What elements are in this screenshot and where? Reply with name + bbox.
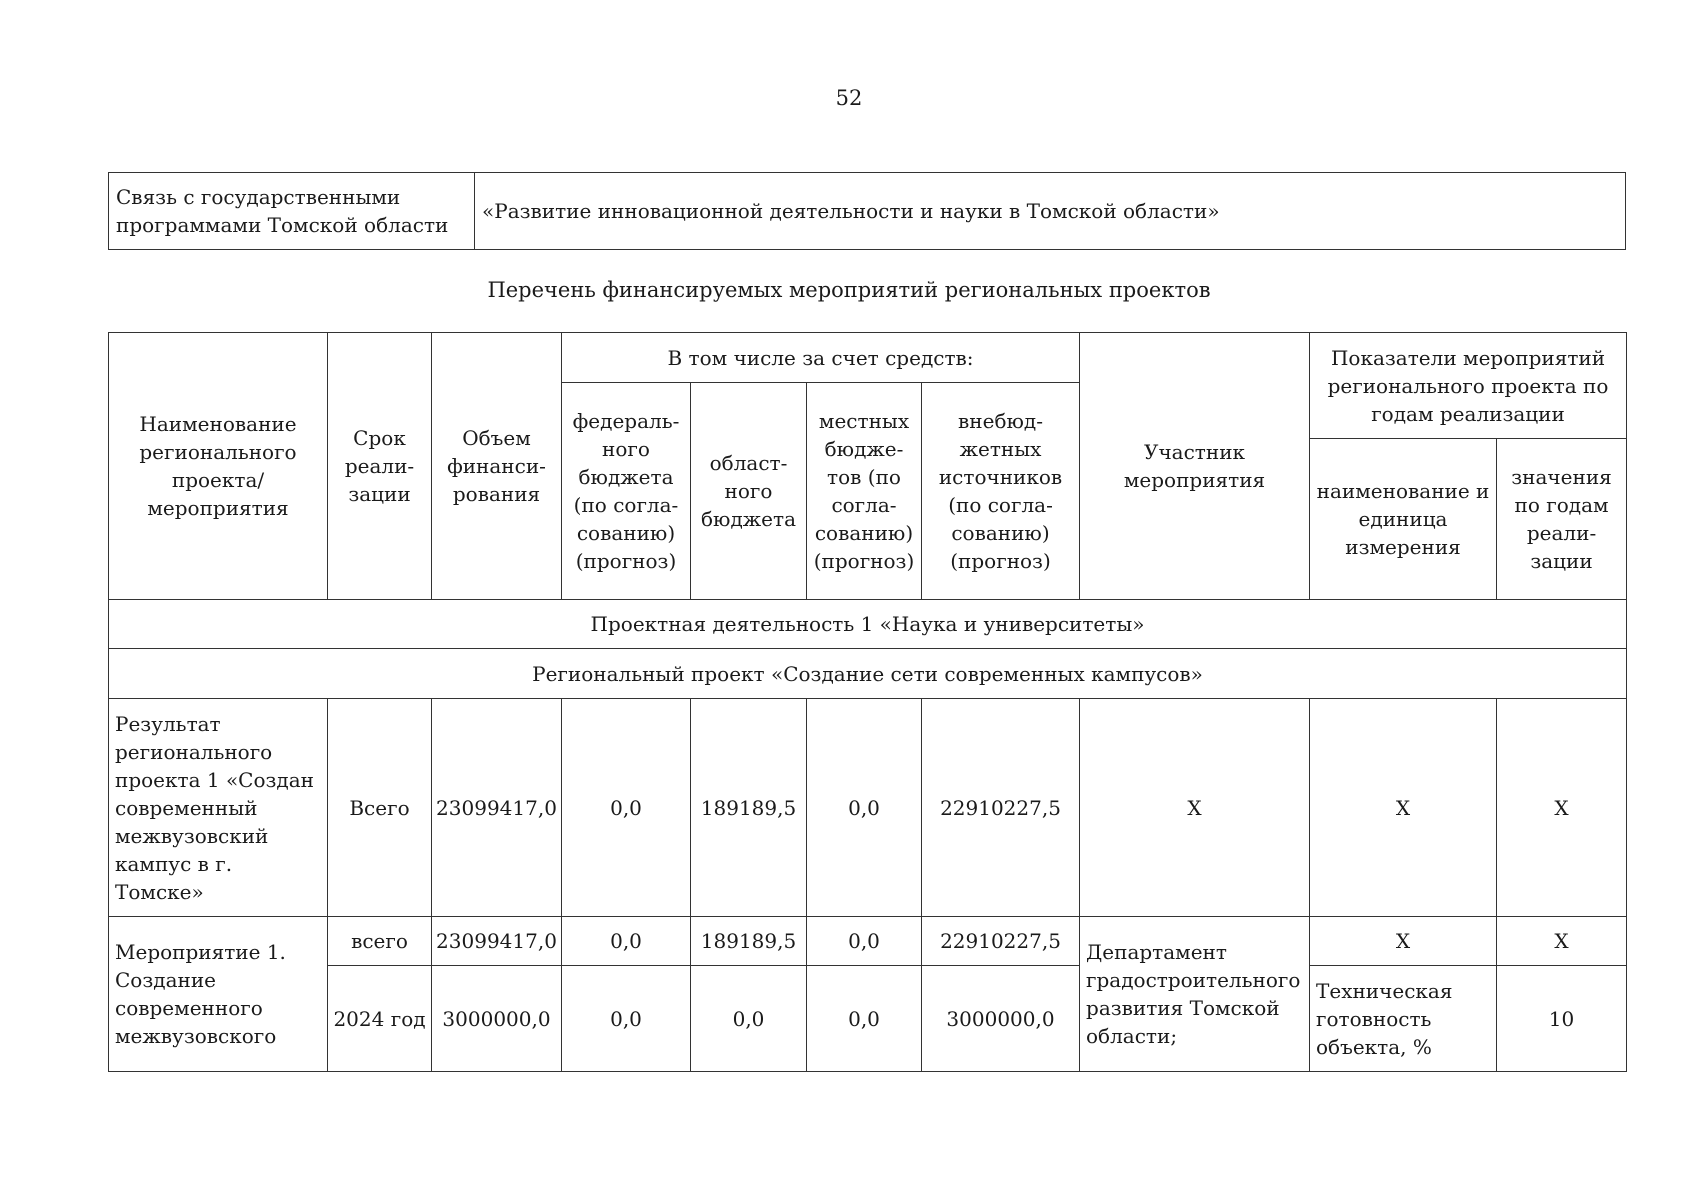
header-name: Наименование регионального проекта/ мероприятия [109, 333, 328, 600]
result-indicator-name: Х [1310, 699, 1497, 917]
measure-2024-local: 0,0 [807, 966, 922, 1072]
measure-total-indicator-values: Х [1497, 917, 1627, 966]
state-programs-link-row [109, 173, 1626, 250]
header-participant: Участник мероприятия [1080, 333, 1310, 600]
measure-total-volume: 23099417,0 [432, 917, 562, 966]
measure-2024-indicator-name: Техническая готовность объекта, % [1310, 966, 1497, 1072]
measure-2024-extrabudget: 3000000,0 [922, 966, 1080, 1072]
measure-total-term: всего [328, 917, 432, 966]
measure-participant: Департамент градостроительного развития Томской области; [1080, 917, 1310, 1072]
page-number: 52 [835, 86, 863, 110]
measure-2024-row [109, 966, 1627, 1072]
result-participant: Х [1080, 699, 1310, 917]
state-programs-value: «Развитие инновационной деятельности и науки в Томской области» [475, 173, 1626, 250]
header-indicator-name: наименование и единица измерения [1310, 439, 1497, 600]
regional-project-row [109, 649, 1627, 699]
measure-total-federal: 0,0 [562, 917, 691, 966]
measure-2024-term: 2024 год [328, 966, 432, 1072]
result-regional: 189189,5 [691, 699, 807, 917]
result-volume: 23099417,0 [432, 699, 562, 917]
result-federal: 0,0 [562, 699, 691, 917]
result-local: 0,0 [807, 699, 922, 917]
result-row [109, 699, 1627, 917]
state-programs-link-table [108, 172, 1626, 250]
measure-total-extrabudget: 22910227,5 [922, 917, 1080, 966]
section-title: Перечень финансируемых мероприятий региональных проектов [487, 278, 1211, 302]
measure-total-local: 0,0 [807, 917, 922, 966]
header-extrabudget: внебюд-жетных источников (по согла-сованию) (прогноз) [922, 383, 1080, 600]
header-term: Срок реали-зации [328, 333, 432, 600]
header-federal: федераль-ного бюджета (по согла-сованию) (прогноз) [562, 383, 691, 600]
header-volume: Объем финанси-рования [432, 333, 562, 600]
result-term: Всего [328, 699, 432, 917]
header-row-1 [109, 333, 1627, 383]
project-activity: Проектная деятельность 1 «Наука и университеты» [109, 600, 1627, 649]
header-indicators-group: Показатели мероприятий регионального проекта по годам реализации [1310, 333, 1627, 439]
regional-project: Региональный проект «Создание сети современных кампусов» [109, 649, 1627, 699]
measure-name: Мероприятие 1. Создание современного межвузовского [109, 917, 328, 1072]
measure-2024-indicator-values: 10 [1497, 966, 1627, 1072]
result-extrabudget: 22910227,5 [922, 699, 1080, 917]
project-activity-row [109, 600, 1627, 649]
measure-2024-volume: 3000000,0 [432, 966, 562, 1072]
header-indicator-values: значения по годам реали-зации [1497, 439, 1627, 600]
funded-measures-table [108, 332, 1627, 1072]
measure-total-indicator-name: Х [1310, 917, 1497, 966]
measure-total-regional: 189189,5 [691, 917, 807, 966]
measure-total-row [109, 917, 1627, 966]
header-local: местных бюдже-тов (по согла-сованию) (прогноз) [807, 383, 922, 600]
result-name: Результат регионального проекта 1 «Создан современный межвузовский кампус в г. Томске» [109, 699, 328, 917]
result-indicator-values: Х [1497, 699, 1627, 917]
measure-2024-regional: 0,0 [691, 966, 807, 1072]
header-regional: област-ного бюджета [691, 383, 807, 600]
state-programs-label: Связь с государственными программами Томской области [109, 173, 475, 250]
measure-2024-federal: 0,0 [562, 966, 691, 1072]
header-incl-group: В том числе за счет средств: [562, 333, 1080, 383]
